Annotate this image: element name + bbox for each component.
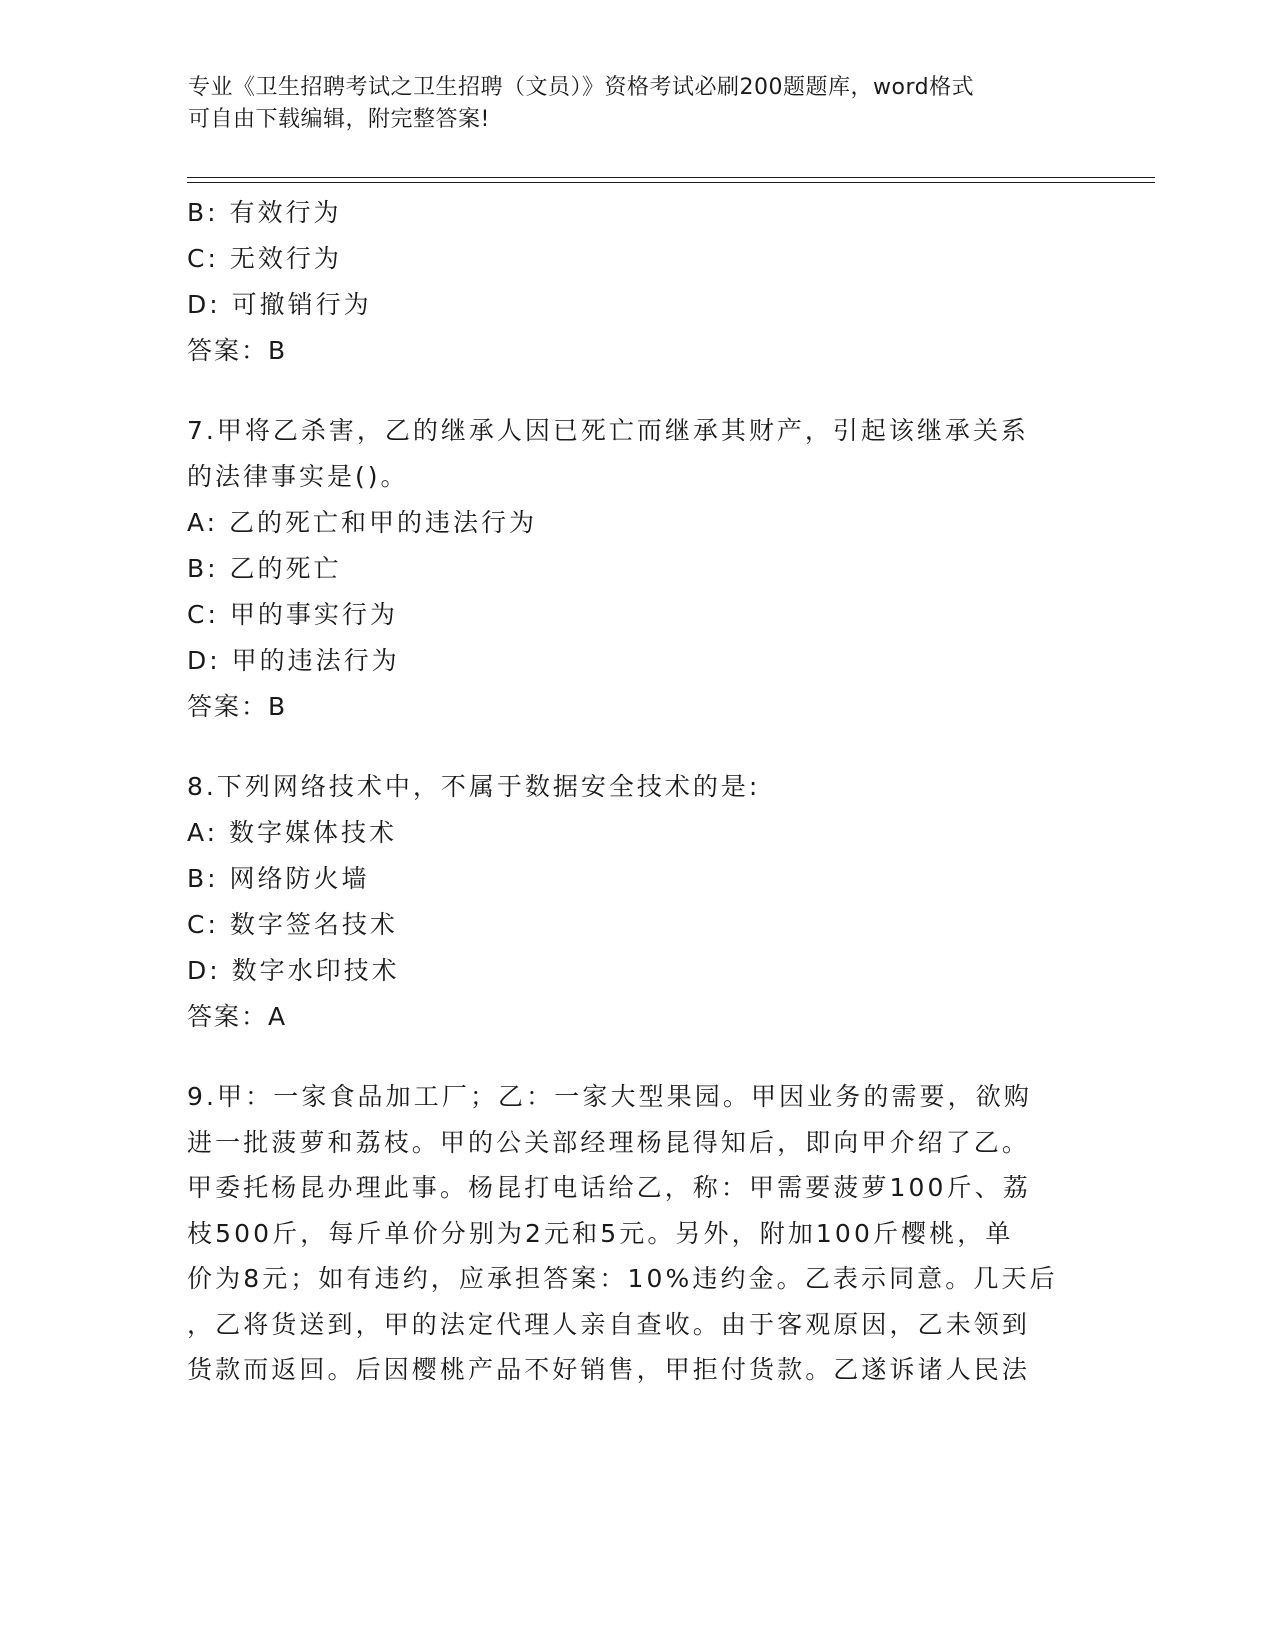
question-9 bbox=[187, 1074, 1087, 1393]
answer: 答案：A bbox=[187, 1002, 288, 1031]
option-a: A: 乙的死亡和甲的违法行为 bbox=[187, 508, 538, 537]
option-b: B: 网络防火墙 bbox=[187, 864, 370, 893]
question-stem-line: 价为8元；如有违约，应承担答案：10%违约金。乙表示同意。几天后 bbox=[187, 1264, 1058, 1293]
answer: 答案：B bbox=[187, 336, 288, 365]
question-stem-line: 7.甲将乙杀害，乙的继承人因已死亡而继承其财产，引起该继承关系 bbox=[187, 416, 1029, 445]
option-b: B: 乙的死亡 bbox=[187, 554, 342, 583]
option-d: D: 数字水印技术 bbox=[187, 956, 400, 985]
question-stem-line: 9.甲：一家食品加工厂；乙：一家大型果园。甲因业务的需要，欲购 bbox=[187, 1082, 1032, 1111]
question-stem-line: 甲委托杨昆办理此事。杨昆打电话给乙，称：甲需要菠萝100斤、荔 bbox=[187, 1173, 1031, 1202]
question-stem-line: 进一批菠萝和荔枝。甲的公关部经理杨昆得知后，即向甲介绍了乙。 bbox=[187, 1127, 1031, 1157]
question-stem-line: 的法律事实是()。 bbox=[187, 462, 409, 491]
option-d: D: 可撤销行为 bbox=[187, 290, 372, 319]
header-line-2: 可自由下载编辑，附完整答案! bbox=[188, 107, 490, 132]
question-6-tail bbox=[187, 190, 1087, 374]
header-divider-top bbox=[187, 177, 1155, 178]
document-header bbox=[188, 72, 1068, 136]
question-stem-line: 8.下列网络技术中，不属于数据安全技术的是: bbox=[187, 772, 761, 801]
question-stem-line: 枝500斤，每斤单价分别为2元和5元。另外，附加100斤樱桃，单 bbox=[187, 1218, 1014, 1248]
document-body bbox=[187, 190, 1087, 1393]
option-c: C: 无效行为 bbox=[187, 244, 342, 273]
option-c: C: 数字签名技术 bbox=[187, 910, 398, 939]
question-7 bbox=[187, 408, 1087, 730]
header-line-1: 专业《卫生招聘考试之卫生招聘（文员）》资格考试必刷200题题库，word格式 bbox=[188, 75, 975, 100]
option-d: D: 甲的违法行为 bbox=[187, 646, 400, 675]
question-stem-line: 货款而返回。后因樱桃产品不好销售，甲拒付货款。乙遂诉诸人民法 bbox=[187, 1355, 1031, 1384]
question-stem-line: ，乙将货送到，甲的法定代理人亲自查收。由于客观原因，乙未领到 bbox=[187, 1309, 1031, 1339]
header-divider-bottom bbox=[187, 182, 1155, 183]
option-b: B: 有效行为 bbox=[187, 198, 342, 227]
question-8 bbox=[187, 764, 1087, 1040]
answer: 答案：B bbox=[187, 692, 288, 721]
option-a: A: 数字媒体技术 bbox=[187, 818, 398, 847]
option-c: C: 甲的事实行为 bbox=[187, 600, 398, 629]
